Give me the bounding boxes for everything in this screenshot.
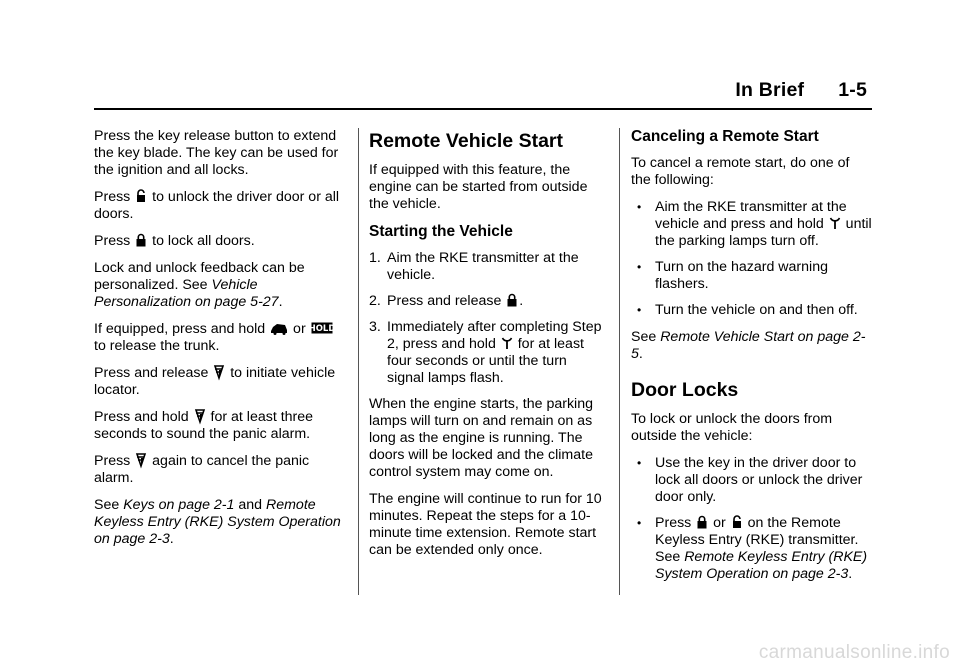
step-text: .	[519, 293, 524, 309]
text: and	[234, 497, 266, 513]
remote-vehicle-start-reference[interactable]: Remote Vehicle Start on page 2-5	[631, 329, 866, 362]
text: for at least three seconds to sound the panic alarm.	[94, 409, 314, 442]
list-item	[631, 515, 872, 583]
engine-starts-paragraph: When the engine starts, the parking lamps will turn on and remain on as long as the engine is running. The doors will be locked and the climate control system may come on.	[369, 396, 593, 480]
door-locks-intro: To lock or unlock the doors from outside the vehicle:	[631, 411, 833, 444]
list-item	[369, 250, 607, 284]
item-text: Use the key in the driver door to lock all doors or unlock the driver door only.	[655, 455, 863, 505]
remote-start-intro: If equipped with this feature, the engine can be started from outside the vehicle.	[369, 162, 588, 212]
text: Press and hold	[94, 409, 193, 425]
cancel-panic-paragraph	[94, 453, 348, 487]
cancel-options-list	[631, 199, 872, 319]
unlock-icon	[731, 515, 743, 529]
text: .	[278, 294, 283, 310]
text: to lock all doors.	[148, 233, 255, 249]
cancel-intro: To cancel a remote start, do one of the following:	[631, 155, 850, 188]
text: .	[638, 346, 643, 362]
list-item	[631, 455, 872, 506]
lock-icon	[135, 233, 147, 247]
step-number: 3.	[369, 319, 381, 335]
item-text: Turn on the hazard warning flashers.	[655, 259, 828, 292]
feedback-paragraph	[94, 260, 348, 311]
list-item	[631, 199, 872, 250]
column-divider-2	[619, 128, 620, 595]
trunk-paragraph	[94, 321, 348, 355]
item-text: Turn the vehicle on and then off.	[655, 302, 858, 318]
page-header	[735, 79, 867, 102]
panic-alarm-icon	[135, 453, 147, 467]
text: See	[94, 497, 124, 513]
bullet: •	[637, 456, 642, 470]
step-text: Aim the RKE transmitter at the vehicle.	[387, 250, 579, 283]
vehicle-locator-icon	[213, 365, 225, 379]
page-number: 1-5	[838, 79, 867, 101]
text: Lock and unlock feedback can be personalized. See	[94, 260, 305, 293]
list-item	[631, 259, 872, 293]
rke-operation-reference[interactable]: Remote Keyless Entry (RKE) System Operation on page 2-3	[94, 497, 341, 547]
trunk-icon	[270, 322, 288, 335]
item-text: or	[709, 515, 730, 531]
door-locks-list	[631, 455, 872, 583]
column-1	[94, 128, 348, 558]
text: or	[289, 321, 310, 337]
bullet: •	[637, 260, 642, 274]
list-item	[369, 293, 607, 310]
text: again to cancel the panic alarm.	[94, 453, 310, 486]
step-number: 2.	[369, 293, 381, 309]
item-text: on the Remote Keyless Entry (RKE) transmitter. See	[655, 515, 859, 565]
list-item	[369, 319, 607, 387]
see-also-paragraph	[94, 497, 348, 548]
starting-vehicle-heading: Starting the Vehicle	[369, 223, 513, 240]
lock-icon	[696, 515, 708, 529]
text: If equipped, press and hold	[94, 321, 270, 337]
starting-steps-list	[369, 250, 607, 387]
text: Press	[94, 189, 135, 205]
step-text: Immediately after completing Step 2, press and hold	[387, 319, 602, 352]
text: .	[169, 531, 174, 547]
panic-alarm-paragraph	[94, 409, 348, 443]
vehicle-personalization-reference[interactable]: Vehicle Personalization on page 5-27	[94, 277, 279, 310]
text: Press	[94, 453, 135, 469]
unlock-paragraph	[94, 189, 348, 223]
list-item	[631, 302, 872, 319]
step-number: 1.	[369, 250, 381, 266]
unlock-icon	[135, 189, 147, 203]
column-divider-1	[358, 128, 359, 595]
column-2	[369, 128, 607, 569]
engine-run-time-paragraph: The engine will continue to run for 10 minutes. Repeat the steps for a 10-minute time extension. Remote start can be extended only once.	[369, 491, 602, 558]
lock-paragraph	[94, 233, 348, 250]
bullet: •	[637, 200, 642, 214]
see-remote-start-paragraph	[631, 329, 872, 363]
text: Press and release	[94, 365, 213, 381]
svg-text:HOLD: HOLD	[308, 324, 336, 335]
hold-label-icon	[308, 322, 336, 335]
panic-alarm-icon	[194, 409, 206, 423]
header-rule	[94, 108, 872, 110]
remote-start-icon	[829, 216, 841, 230]
lock-icon	[506, 293, 518, 307]
locator-paragraph	[94, 365, 348, 399]
step-text: for at least four seconds or until the turn signal lamps flash.	[387, 336, 584, 386]
column-3	[631, 128, 872, 593]
text: See	[631, 329, 661, 345]
text: to release the trunk.	[94, 338, 220, 354]
text: to unlock the driver door or all doors.	[94, 189, 340, 222]
step-text: Press and release	[387, 293, 506, 309]
text: Press	[94, 233, 135, 249]
rke-operation-reference[interactable]: Remote Keyless Entry (RKE) System Operation on page 2-3	[655, 549, 868, 582]
key-release-paragraph: Press the key release button to extend the key blade. The key can be used for the ignition and all locks.	[94, 128, 339, 178]
item-text: Aim the RKE transmitter at the vehicle and press and hold	[655, 199, 847, 232]
door-locks-heading: Door Locks	[631, 379, 739, 401]
bullet: •	[637, 303, 642, 317]
watermark: carmanualsonline.info	[758, 642, 950, 663]
item-text: .	[848, 566, 853, 582]
section-title: In Brief	[735, 79, 805, 101]
remote-start-icon	[501, 336, 513, 350]
keys-reference[interactable]: Keys on page 2-1	[123, 497, 235, 513]
remote-vehicle-start-heading: Remote Vehicle Start	[369, 130, 563, 152]
item-text: Press	[655, 515, 696, 531]
item-text: until the parking lamps turn off.	[655, 216, 872, 249]
text: to initiate vehicle locator.	[94, 365, 336, 398]
bullet: •	[637, 516, 642, 530]
canceling-remote-start-heading: Canceling a Remote Start	[631, 128, 819, 145]
